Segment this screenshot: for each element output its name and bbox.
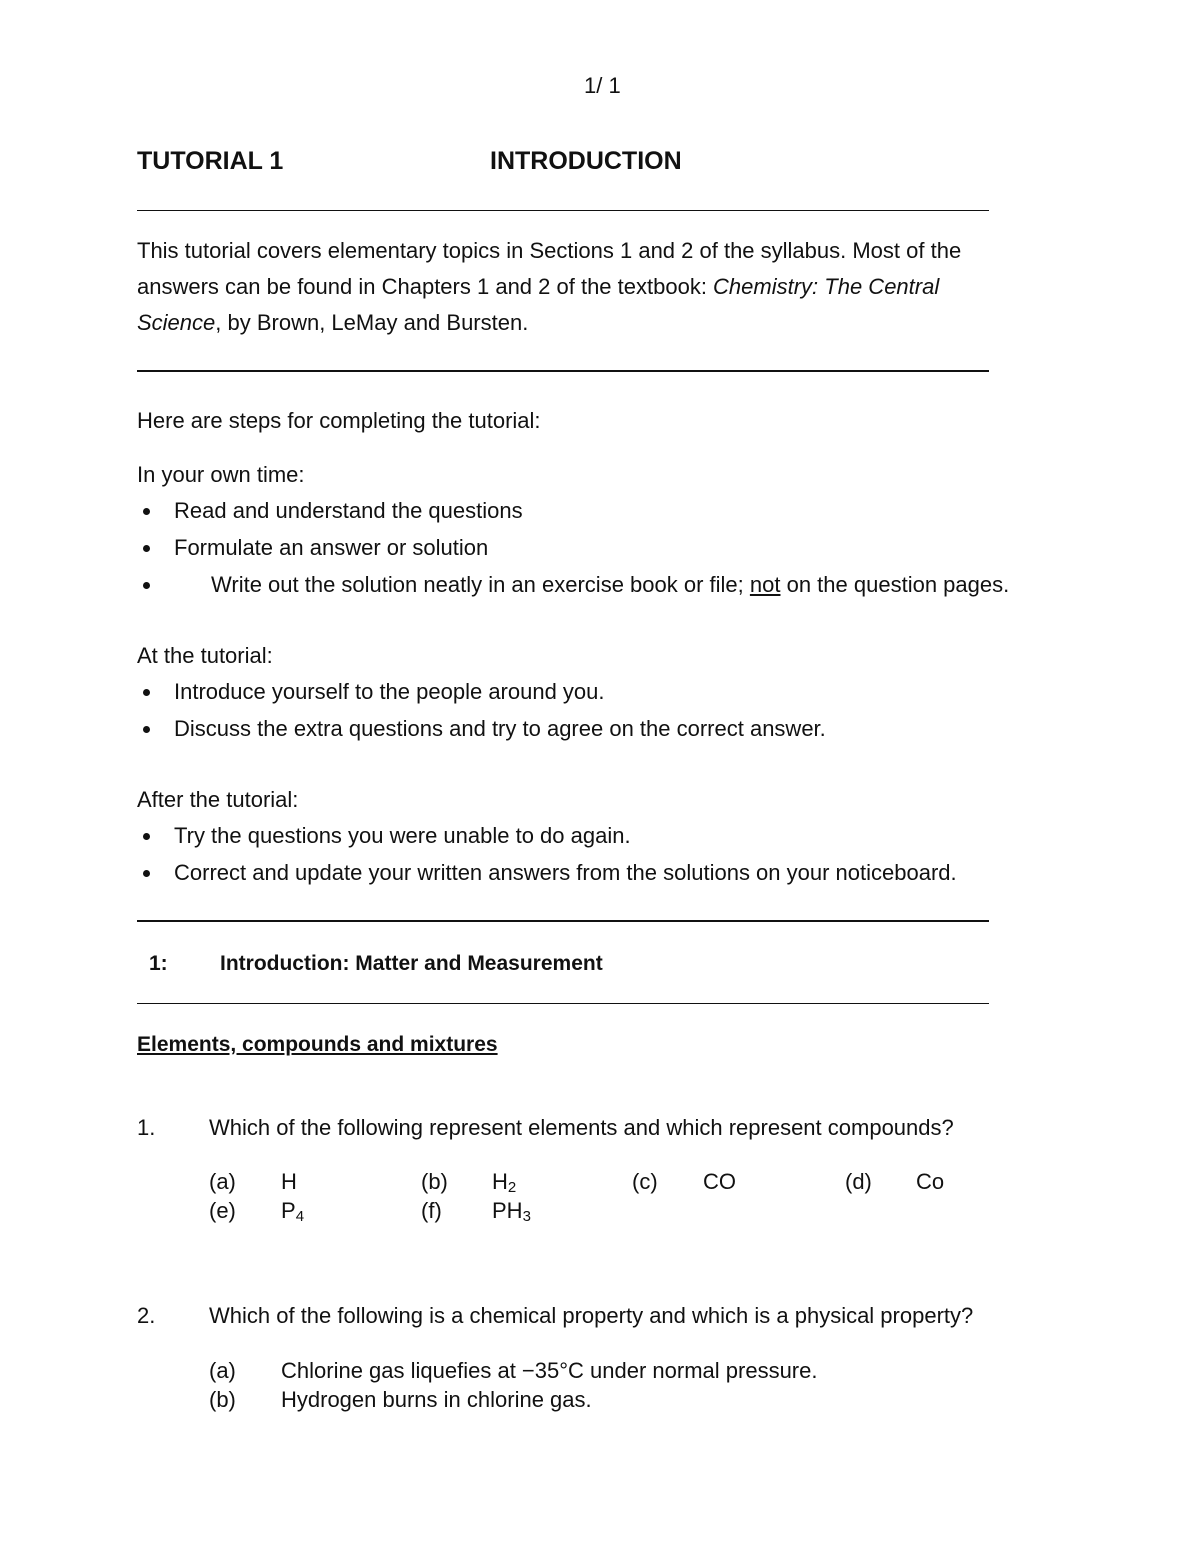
list-item: Read and understand the questions [137,493,486,529]
intro-line-2: answers can be found in Chapters 1 and 2 of the textbook: Chemistry: The Central [137,274,940,299]
after-tutorial-heading: After the tutorial: [137,787,299,812]
section-title: Introduction: Matter and Measurement [220,952,603,975]
option-value: Chlorine gas liquefies at −35°C under normal pressure. [281,1358,818,1383]
option-label: (a) [209,1169,236,1194]
book-title-part-1: Chemistry: The Central [713,274,940,299]
question-number: 2. [137,1303,156,1328]
steps-heading: Here are steps for completing the tutorial: [137,408,541,433]
list-item: Correct and update your written answers from the solutions on your noticeboard. [137,855,920,891]
list-item: Write out the solution neatly in an exercise book or file; not on the question pages. [137,567,935,603]
question-number: 1. [137,1115,156,1140]
divider [137,210,989,211]
option-label: (d) [845,1169,872,1194]
subheading: Elements, compounds and mixtures [137,1033,498,1056]
option-label: (f) [421,1198,442,1223]
option-value: $H_2$ [492,1169,517,1196]
option-value: $PH_3$ [492,1198,531,1225]
option-value: H [281,1169,297,1194]
option-label: (a) [209,1358,236,1383]
list-item: Try the questions you were unable to do again. [137,818,594,854]
option-label: (e) [209,1198,236,1223]
book-title-part-2: Science [137,310,216,335]
option-value: CO [703,1169,736,1194]
list-item: Discuss the extra questions and try to agree on the correct answer. [137,711,789,747]
tutorial-label: TUTORIAL 1 [137,147,284,175]
option-value: Hydrogen burns in chlorine gas. [281,1387,592,1412]
own-time-heading: In your own time: [137,462,305,487]
option-label: (b) [209,1387,236,1412]
option-value: $P_4$ [281,1198,305,1225]
divider [137,1003,989,1004]
tutorial-topic: INTRODUCTION [490,147,682,175]
option-label: (b) [421,1169,448,1194]
question-text: Which of the following is a chemical property and which is a physical property? [209,1303,974,1328]
intro-line-1: This tutorial covers elementary topics in Sections 1 and 2 of the syllabus. Most of the [137,238,962,263]
question-text: Which of the following represent elements and which represent compounds? [209,1115,954,1140]
list-item: Introduce yourself to the people around you. [137,674,568,710]
option-value: Co [916,1169,945,1194]
section-number: 1: [149,952,168,975]
emphasis-not: not [749,572,781,597]
divider [137,370,989,372]
intro-line-3: Science, by Brown, LeMay and Bursten. [137,310,529,335]
at-tutorial-heading: At the tutorial: [137,643,273,668]
page-number: 1/ 1 [584,73,621,98]
divider [137,920,989,922]
list-item: Formulate an answer or solution [137,530,451,566]
option-label: (c) [632,1169,658,1194]
